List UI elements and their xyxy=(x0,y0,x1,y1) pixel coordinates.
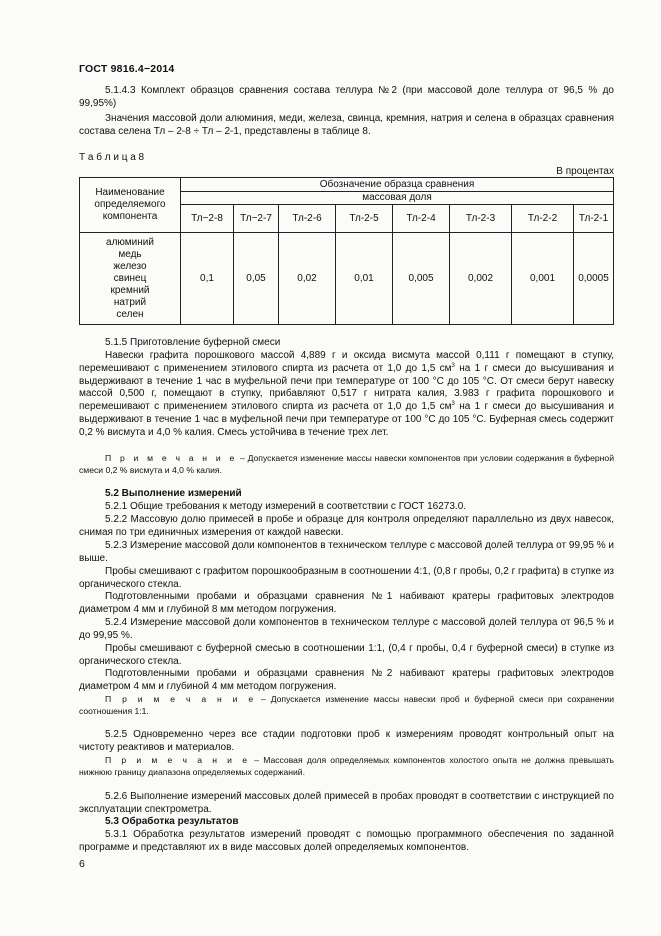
component-name: селен xyxy=(116,308,144,320)
note-text: – Допускается изменение массы навески компонентов при условии содержания в буферной смеси 0,2 % висмута и 4,0 % калия. xyxy=(79,453,615,476)
component-name: алюминий xyxy=(106,236,154,248)
column-header: Тл-2-1 xyxy=(574,205,614,233)
paragraph-filling-2: Подготовленными пробами и образцами сравнения №2 набивают кратеры графитовых электродов диаметром 4 мм и глубиной 4 мм методом погружения. xyxy=(79,668,614,692)
value-cell: 0,1 xyxy=(181,233,234,325)
sub-header: массовая доля xyxy=(181,192,614,205)
note-label: П р и м е ч а н и е xyxy=(105,694,257,704)
paragraph-5-1-4-3: 5.1.4.3 Комплект образцов сравнения состава теллура №2 (при массовой доле теллура от 96,5 % до 99,95%) xyxy=(79,85,614,109)
paragraph-5-2-5: 5.2.5 Одновременно через все стадии подготовки проб к измерениям проводят контрольный опыт на чистоту реактивов и материалов. xyxy=(79,729,614,753)
paragraph-5-2-2: 5.2.2 Массовую долю примесей в пробе и образце для контроля определяют параллельно из двух навесок, снимая по три единичных измерения от каждой навески. xyxy=(79,514,614,538)
column-header: Тл-2-6 xyxy=(279,205,336,233)
note-text: – Массовая доля определяемых компонентов холостого опыта не должна превышать нижнюю границу диапазона определяемых содержаний. xyxy=(79,755,615,778)
note-label: П р и м е ч а н и е xyxy=(105,755,250,765)
note-blank-test xyxy=(79,754,614,778)
component-name: кремний xyxy=(110,284,150,296)
superscript-3: 3 xyxy=(451,401,455,408)
column-header: Тл−2-7 xyxy=(234,205,279,233)
paragraph-5-2-4: 5.2.4 Измерение массовой доли компонентов в техническом теллуре с массовой долей теллура от 96,5 % и до 99,95 %. xyxy=(79,617,614,641)
value-cell: 0,002 xyxy=(450,233,512,325)
heading-5-2: 5.2 Выполнение измерений xyxy=(105,488,242,499)
paragraph-5-1-5 xyxy=(79,350,614,440)
column-header: Тл-2-3 xyxy=(450,205,512,233)
value-cell: 0,001 xyxy=(512,233,574,325)
value-cell: 0,005 xyxy=(393,233,450,325)
note-buffer-mixture xyxy=(79,452,614,476)
value-cell: 0,02 xyxy=(279,233,336,325)
component-name: медь xyxy=(118,248,142,260)
paragraph-mixing-buffer: Пробы смешивают с буферной смесью в соотношении 1:1, (0,4 г пробы, 0,4 г буферной смеси) в ступке из органического стекла. xyxy=(79,643,614,667)
paragraph-5-2-3: 5.2.3 Измерение массовой доли компонентов в техническом теллуре с массовой долей теллура от 99,95 % и выше. xyxy=(79,540,614,564)
note-text: – Допускается изменение массы навески проб и буферной смеси при сохранении соотношения 1:1. xyxy=(79,694,614,717)
component-column-header: Наименование определяемого компонента xyxy=(80,178,181,233)
paragraph-5-2-6: 5.2.6 Выполнение измерений массовых долей примесей в пробах проводят в соответствии с инструкцией по эксплуатации спектрометра. xyxy=(79,791,614,815)
component-name: свинец xyxy=(113,272,147,284)
column-header: Тл-2-5 xyxy=(336,205,393,233)
value-cell: 0,05 xyxy=(234,233,279,325)
component-name: железо xyxy=(113,260,147,272)
paragraph-5-3-1: 5.3.1 Обработка результатов измерений проводят с помощью программного обеспечения по заданной программе и представляют их в виде массовых долей определяемых компонентов. xyxy=(79,829,614,853)
document-header: ГОСТ 9816.4−2014 xyxy=(79,63,175,75)
page-number: 6 xyxy=(79,858,85,870)
note-label: П р и м е ч а н и е xyxy=(105,453,238,463)
component-name: натрий xyxy=(113,296,147,308)
paragraph-table-intro: Значения массовой доли алюминия, меди, железа, свинца, кремния, натрия и селена в образцах сравнения состава селена Тл – 2-8 ÷ Тл – 2-1, представлены в таблице 8. xyxy=(79,113,614,137)
heading-5-3: 5.3 Обработка результатов xyxy=(105,816,239,827)
table-8 xyxy=(79,177,614,325)
paragraph-5-1-5-part-a: Навески графита порошкового массой 4,889 г и оксида висмута массой 0,111 г помещают в ступку, перемешивают с применением этилового спирта из расчета от 1,0 до 1,5 см xyxy=(79,350,614,374)
table-unit: В процентах xyxy=(556,166,614,177)
heading-5-1-5: 5.1.5 Приготовление буферной смеси xyxy=(105,337,281,348)
components-cell xyxy=(80,233,181,325)
table-caption: Т а б л и ц а 8 xyxy=(79,152,145,163)
note-ratio xyxy=(79,693,614,717)
paragraph-5-1-5-part-b: на 1 г смеси до высушивания и выдерживают в течение 1 час в муфельной печи при температуре от 100 °С до 105 °С. От смеси берут навеску массой 0,500 г, помещают в ступку, прибавляют 0,517 г нитрата калия, 3.983 г графита порошкового и перемешивают с применением этилового спирта из расчета от 1,0 до 1,5 см xyxy=(79,362,614,413)
paragraph-filling-1: Подготовленными пробами и образцами сравнения №1 набивают кратеры графитовых электродов диаметром 4 мм и глубиной 8 мм методом погружения. xyxy=(79,591,614,615)
paragraph-5-1-5-part-c: на 1 г смеси до высушивания и выдерживают в течение 1 час в муфельной печи при температуре от 100 °С до 105 °С. Буферная смесь содержит 0,2 % висмута и 4,0 % калия. Смесь устойчива в течение трех лет. xyxy=(79,401,614,438)
column-header: Тл-2-4 xyxy=(393,205,450,233)
superscript-3: 3 xyxy=(451,362,455,369)
group-header: Обозначение образца сравнения xyxy=(181,178,614,192)
value-cell: 0,01 xyxy=(336,233,393,325)
paragraph-5-2-1: 5.2.1 Общие требования к методу измерений в соответствии с ГОСТ 16273.0. xyxy=(105,501,467,512)
paragraph-mixing-graphite: Пробы смешивают с графитом порошкообразным в соотношении 4:1, (0,8 г пробы, 0,2 г графита) в ступке из органического стекла. xyxy=(79,566,614,590)
value-cell: 0,0005 xyxy=(574,233,614,325)
column-header: Тл-2-2 xyxy=(512,205,574,233)
column-header: Тл−2-8 xyxy=(181,205,234,233)
